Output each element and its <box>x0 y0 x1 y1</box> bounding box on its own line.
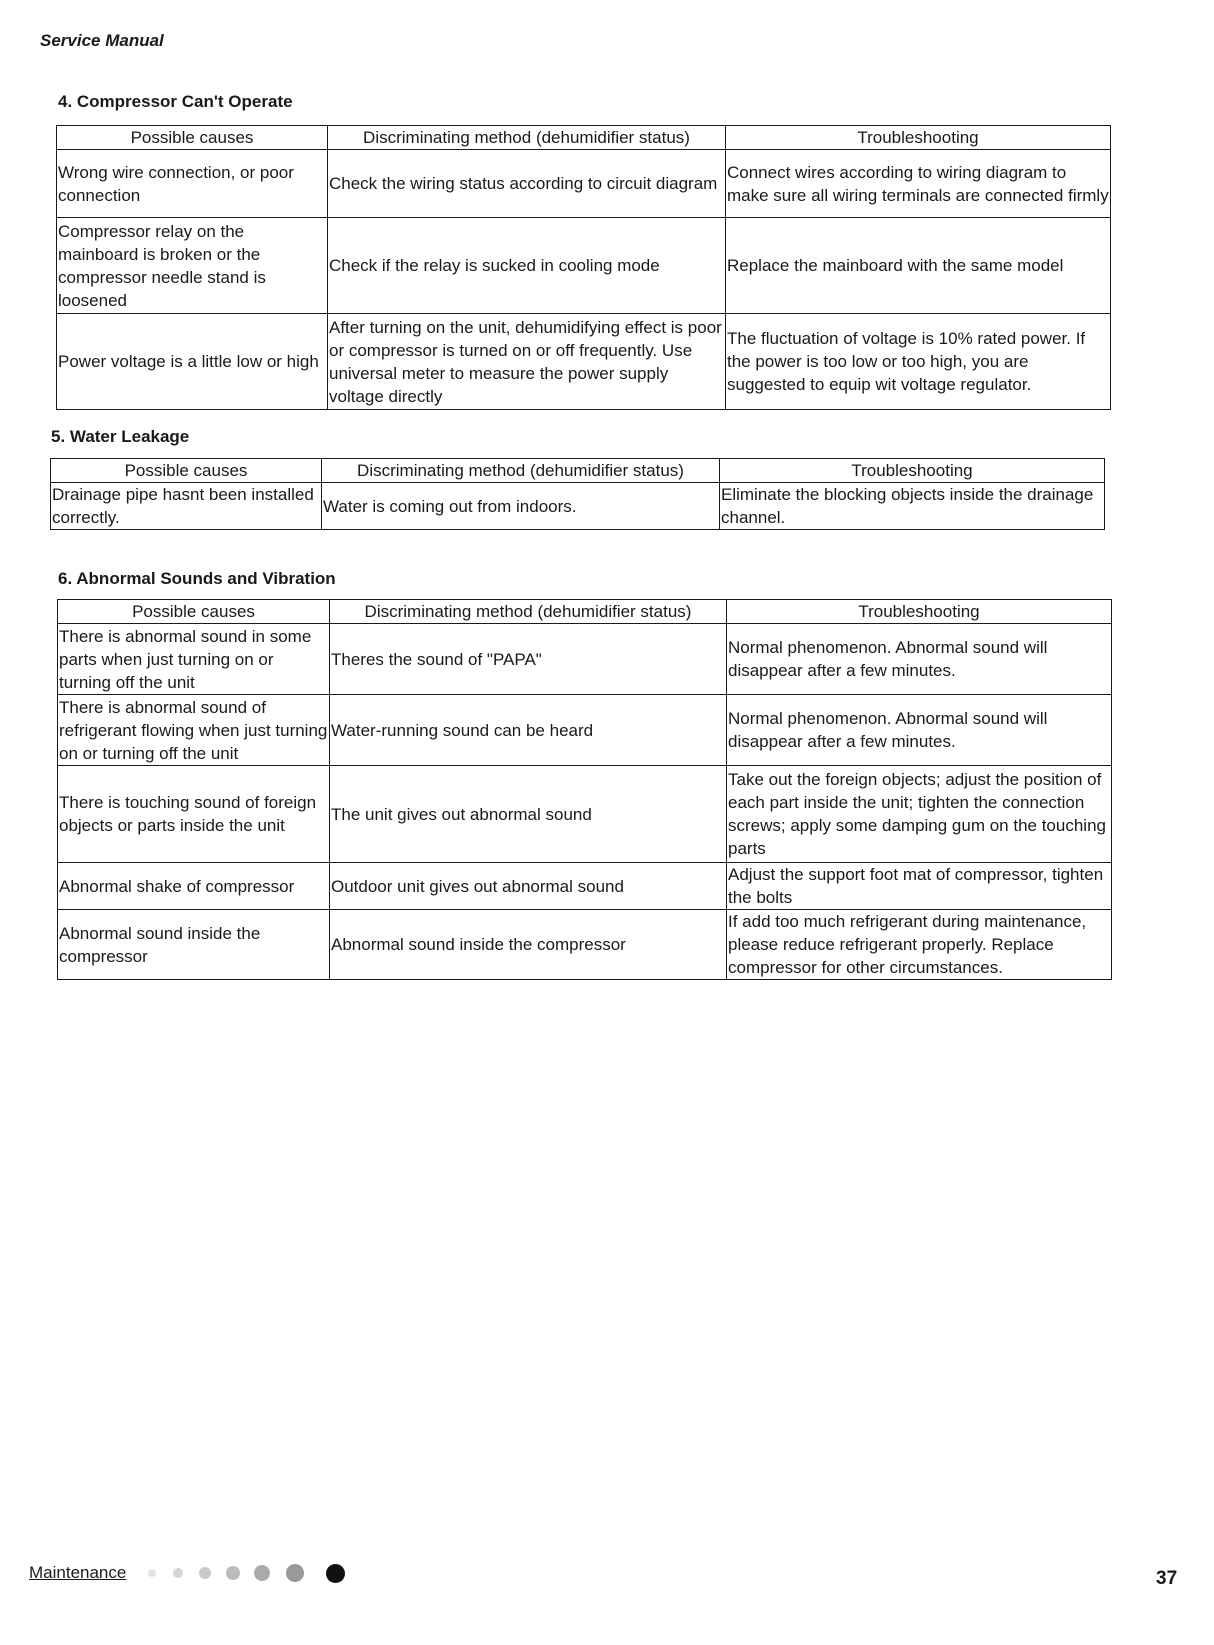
water-leakage-troubleshooting-table <box>50 458 1105 530</box>
abnormal-sounds-troubleshooting-table <box>57 599 1112 980</box>
column-header: Discriminating method (dehumidifier status) <box>330 600 727 624</box>
cause-cell: Abnormal shake of compressor <box>58 863 330 910</box>
running-header: Service Manual <box>40 31 164 50</box>
troubleshooting-cell: If add too much refrigerant during maintenance, please reduce refrigerant properly. Replace compressor for other circumstances. <box>727 910 1112 980</box>
progress-dot-icon <box>286 1564 304 1582</box>
progress-dots <box>148 1560 348 1586</box>
progress-dot-icon <box>199 1567 211 1579</box>
column-header: Troubleshooting <box>726 126 1111 150</box>
column-header: Discriminating method (dehumidifier status) <box>322 459 720 483</box>
cause-cell: There is abnormal sound in some parts when just turning on or turning off the unit <box>58 624 330 695</box>
table-header-row <box>58 600 1112 624</box>
method-cell: Abnormal sound inside the compressor <box>330 910 727 980</box>
column-header: Troubleshooting <box>727 600 1112 624</box>
cause-cell: Compressor relay on the mainboard is broken or the compressor needle stand is loosened <box>57 218 328 314</box>
progress-dot-icon <box>148 1569 156 1577</box>
method-cell: Water-running sound can be heard <box>330 695 727 766</box>
method-cell: Water is coming out from indoors. <box>322 483 720 530</box>
table-header-row <box>51 459 1105 483</box>
table-row <box>58 624 1112 695</box>
cause-cell: Power voltage is a little low or high <box>57 314 328 410</box>
method-cell: Check if the relay is sucked in cooling mode <box>328 218 726 314</box>
troubleshooting-cell: Take out the foreign objects; adjust the position of each part inside the unit; tighten the connection screws; apply some damping gum on the touching parts <box>727 766 1112 863</box>
progress-dot-icon <box>173 1568 183 1578</box>
section-title-abnormal-sounds: 6. Abnormal Sounds and Vibration <box>58 569 336 588</box>
table-row <box>58 695 1112 766</box>
troubleshooting-cell: Replace the mainboard with the same model <box>726 218 1111 314</box>
page-number: 37 <box>1156 1568 1178 1589</box>
troubleshooting-cell: Adjust the support foot mat of compressor, tighten the bolts <box>727 863 1112 910</box>
troubleshooting-cell: Normal phenomenon. Abnormal sound will disappear after a few minutes. <box>727 695 1112 766</box>
method-cell: The unit gives out abnormal sound <box>330 766 727 863</box>
section-title-water-leakage: 5. Water Leakage <box>51 427 190 446</box>
progress-dot-icon <box>254 1565 270 1581</box>
table-header-row <box>57 126 1111 150</box>
method-cell: Outdoor unit gives out abnormal sound <box>330 863 727 910</box>
compressor-troubleshooting-table <box>56 125 1111 410</box>
cause-cell: There is touching sound of foreign objects or parts inside the unit <box>58 766 330 863</box>
column-header: Troubleshooting <box>720 459 1105 483</box>
troubleshooting-cell: Eliminate the blocking objects inside the drainage channel. <box>720 483 1105 530</box>
column-header: Possible causes <box>58 600 330 624</box>
table-row <box>57 314 1111 410</box>
column-header: Possible causes <box>51 459 322 483</box>
table-row <box>58 863 1112 910</box>
method-cell: Check the wiring status according to circuit diagram <box>328 150 726 218</box>
method-cell: After turning on the unit, dehumidifying effect is poor or compressor is turned on or off frequently. Use universal meter to measure the power supply voltage directly <box>328 314 726 410</box>
progress-dot-icon <box>326 1564 345 1583</box>
maintenance-link[interactable]: Maintenance <box>29 1563 127 1582</box>
table-row <box>57 218 1111 314</box>
troubleshooting-cell: Normal phenomenon. Abnormal sound will disappear after a few minutes. <box>727 624 1112 695</box>
column-header: Discriminating method (dehumidifier status) <box>328 126 726 150</box>
troubleshooting-cell: Connect wires according to wiring diagram to make sure all wiring terminals are connected firmly <box>726 150 1111 218</box>
cause-cell: Wrong wire connection, or poor connection <box>57 150 328 218</box>
cause-cell: There is abnormal sound of refrigerant flowing when just turning on or turning off the unit <box>58 695 330 766</box>
progress-dot-icon <box>226 1566 240 1580</box>
column-header: Possible causes <box>57 126 328 150</box>
table-row <box>58 766 1112 863</box>
cause-cell: Drainage pipe hasnt been installed correctly. <box>51 483 322 530</box>
method-cell: Theres the sound of "PAPA" <box>330 624 727 695</box>
table-row <box>57 150 1111 218</box>
troubleshooting-cell: The fluctuation of voltage is 10% rated power. If the power is too low or too high, you are suggested to equip wit voltage regulator. <box>726 314 1111 410</box>
cause-cell: Abnormal sound inside the compressor <box>58 910 330 980</box>
section-title-compressor: 4. Compressor Can't Operate <box>58 92 293 111</box>
table-row <box>58 910 1112 980</box>
table-row <box>51 483 1105 530</box>
